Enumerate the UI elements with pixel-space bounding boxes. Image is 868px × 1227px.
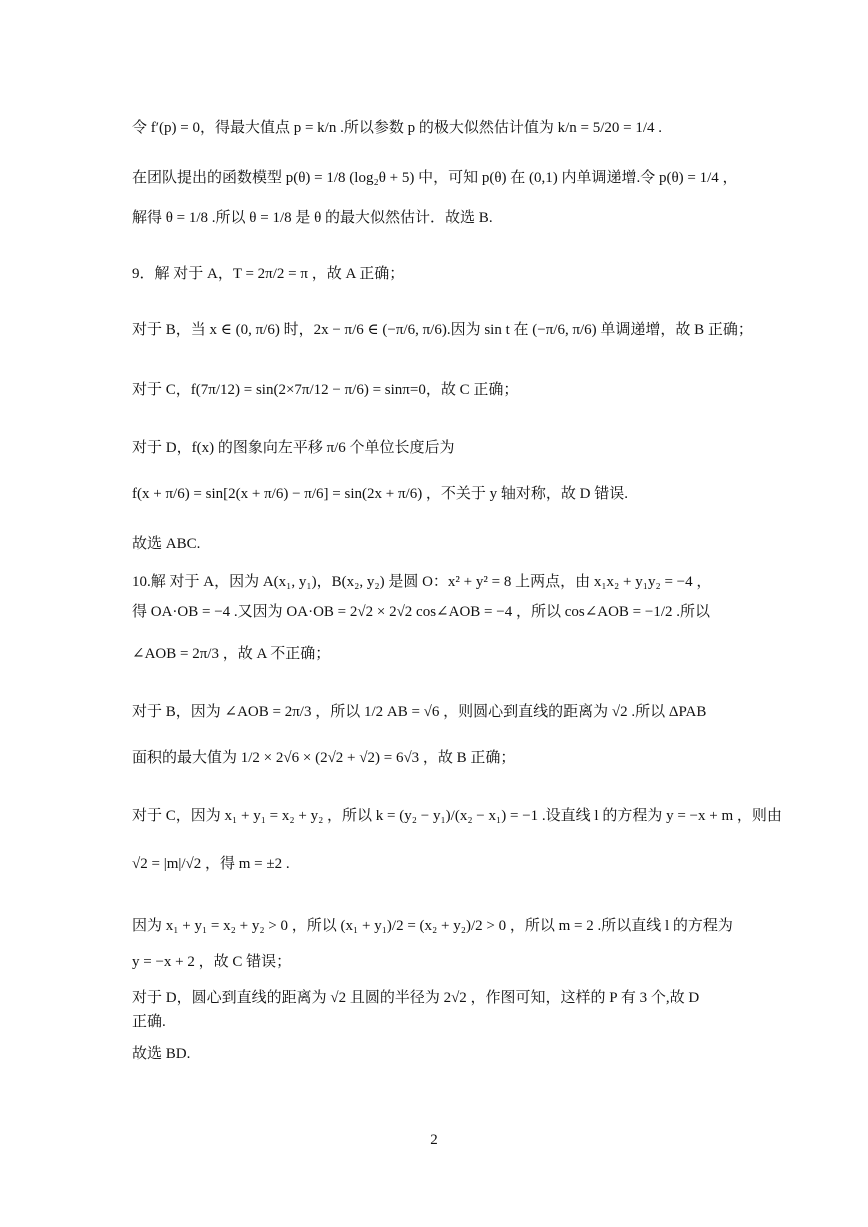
line-10: 10.解 对于 A，因为 A(x₁, y₁)，B(x₂, y₂) 是圆 O：x² + y² = 8 上两点，由 x₁x₂ + y₁y₂ = −4 ， bbox=[132, 574, 712, 590]
line-7: 对于 D，f(x) 的图象向左平移 π/6 个单位长度后为 bbox=[132, 440, 455, 456]
page-number: 2 bbox=[430, 1132, 438, 1148]
line-4: 9．解 对于 A，T = 2π/2 = π ，故 A 正确； bbox=[132, 266, 405, 282]
line-6: 对于 C，f(7π/12) = sin(2×7π/12 − π/6) = sinπ=0，故 C 正确； bbox=[132, 382, 519, 398]
line-9: 故选 ABC. bbox=[132, 536, 201, 552]
line-1: 令 f′(p) = 0，得最大值点 p = k/n .所以参数 p 的极大似然估计值为 k/n = 5/20 = 1/4 . bbox=[132, 120, 663, 136]
line-14: 面积的最大值为 1/2 × 2√6 × (2√2 + √2) = 6√3 ，故 B 正确； bbox=[132, 750, 516, 766]
line-16: √2 = |m|/√2 ，得 m = ±2 . bbox=[132, 856, 290, 872]
line-2: 在团队提出的函数模型 p(θ) = 1/8 (log₂θ + 5) 中，可知 p(θ) 在 (0,1) 内单调递增.令 p(θ) = 1/4 ， bbox=[132, 170, 738, 186]
line-18: y = −x + 2 ，故 C 错误； bbox=[132, 954, 292, 970]
line-19: 对于 D，圆心到直线的距离为 √2 且圆的半径为 2√2 ，作图可知，这样的 P 有 3 个,故 D bbox=[132, 990, 700, 1006]
line-20: 正确. bbox=[132, 1014, 166, 1030]
line-21: 故选 BD. bbox=[132, 1046, 191, 1062]
line-13: 对于 B，因为 ∠AOB = 2π/3 ，所以 1/2 AB = √6 ，则圆心到直线的距离为 √2 .所以 ΔPAB bbox=[132, 704, 707, 720]
line-12: ∠AOB = 2π/3 ，故 A 不正确； bbox=[132, 646, 331, 662]
line-15: 对于 C，因为 x₁ + y₁ = x₂ + y₂ ，所以 k = (y₂ − y₁)/(x₂ − x₁) = −1 .设直线 l 的方程为 y = −x + m ，则由 bbox=[132, 808, 782, 824]
line-17: 因为 x₁ + y₁ = x₂ + y₂ > 0 ，所以 (x₁ + y₁)/2 = (x₂ + y₂)/2 > 0 ，所以 m = 2 .所以直线 l 的方程为 bbox=[132, 918, 733, 934]
line-8: f(x + π/6) = sin[2(x + π/6) − π/6] = sin(2x + π/6) ，不关于 y 轴对称，故 D 错误. bbox=[132, 486, 629, 502]
line-5: 对于 B，当 x ∈ (0, π/6) 时，2x − π/6 ∈ (−π/6, π/6).因为 sin t 在 (−π/6, π/6) 单调递增，故 B 正确； bbox=[132, 322, 753, 338]
line-11: 得 OA·OB = −4 .又因为 OA·OB = 2√2 × 2√2 cos∠AOB = −4 ，所以 cos∠AOB = −1/2 .所以 bbox=[132, 604, 711, 620]
line-3: 解得 θ = 1/8 .所以 θ = 1/8 是 θ 的最大似然估计．故选 B. bbox=[132, 210, 493, 226]
